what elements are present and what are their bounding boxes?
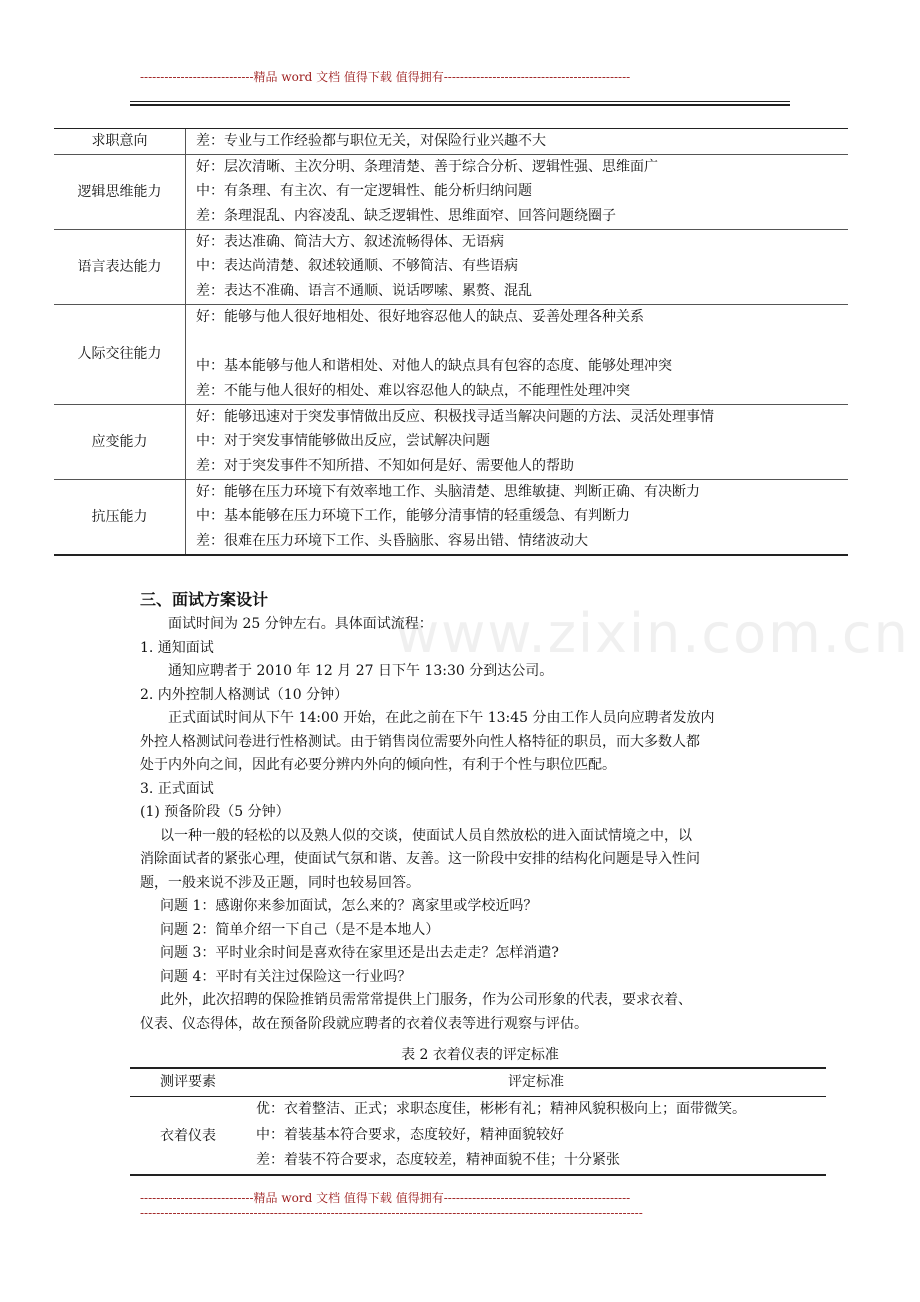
step-title: 1. 通知面试	[140, 639, 214, 656]
table-body-row	[130, 1097, 826, 1176]
criteria-row: 差：对于突发事件不知所措、不知如何是好、需要他人的帮助	[196, 457, 574, 474]
paragraph-line: 仪表、仪态得体，故在预备阶段就应聘者的衣着仪表等进行观察与评估。	[140, 1015, 588, 1032]
table-section-interpersonal	[54, 305, 848, 405]
column-header: 测评要素	[160, 1074, 216, 1090]
table-section-job-intent	[54, 129, 848, 155]
criteria-row: 差：表达不准确、语言不通顺、说话啰嗦、累赘、混乱	[196, 283, 532, 300]
paragraph-line: 此外，此次招聘的保险推销员需常常提供上门服务，作为公司形象的代表，要求衣着、	[160, 992, 692, 1008]
paragraph-line: 消除面试者的紧张心理，使面试气氛和谐、友善。这一阶段中安排的结构化问题是导入性问	[140, 851, 700, 867]
criteria-row: 差：条理混乱、内容凌乱、缺乏逻辑性、思维面窄、回答问题绕圈子	[196, 208, 616, 225]
table-caption: 表 2 衣着仪表的评定标准	[401, 1047, 559, 1063]
question: 问题 1：感谢你来参加面试，怎么来的？离家里或学校近吗？	[160, 898, 538, 914]
footer-banner: ----------------------------精品 word 文档 值得下载 值得拥有----------------------------------------------	[140, 1191, 631, 1205]
question: 问题 3：平时业余时间是喜欢待在家里还是出去走走？怎样消遣?	[160, 945, 559, 961]
category-label: 求职意向	[54, 129, 186, 154]
criteria-row: 中：对于突发事情能够做出反应，尝试解决问题	[196, 433, 490, 450]
criteria-row: 差：很难在压力环境下工作、头昏脑胀、容易出错、情绪波动大	[196, 533, 588, 549]
criteria-row: 中：有条理、有主次、有一定逻辑性、能分析归纳问题	[196, 183, 532, 200]
category-label: 逻辑思维能力	[54, 155, 186, 229]
step-title: 2. 内外控制人格测试（10 分钟）	[140, 686, 349, 703]
table-section-logic	[54, 155, 848, 230]
question: 问题 2：简单介绍一下自己（是不是本地人）	[160, 921, 440, 938]
criteria-row: 中：基本能够在压力环境下工作，能够分清事情的轻重缓急、有判断力	[196, 508, 630, 525]
category-label: 抗压能力	[54, 480, 186, 554]
criteria-row: 中：基本能够与他人和谐相处、对他人的缺点具有包容的态度、能够处理冲突	[196, 358, 672, 375]
criteria-row: 好：能够迅速对于突发事情做出反应、积极找寻适当解决问题的方法、灵活处理事情	[196, 408, 714, 425]
category-label: 应变能力	[54, 405, 186, 479]
criteria-row: 优：衣着整洁、正式；求职态度佳，彬彬有礼；精神风貌积极向上；面带微笑。	[256, 1101, 746, 1117]
criteria-row: 中：表达尚清楚、叙述较通顺、不够简洁、有些语病	[196, 258, 518, 275]
step-title: 3. 正式面试	[140, 780, 214, 797]
criteria-row: 差：专业与工作经验都与职位无关，对保险行业兴趣不大	[196, 133, 546, 149]
paragraph: 通知应聘者于 2010 年 12 月 27 日下午 13:30 分到达公司。	[168, 663, 554, 679]
table-bottom-rule	[54, 554, 848, 556]
column-header: 评定标准	[508, 1074, 564, 1090]
header-rule-thick	[130, 104, 790, 106]
appearance-table	[130, 1067, 826, 1176]
criteria-row: 好：能够在压力环境下有效率地工作、头脑清楚、思维敏捷、判断正确、有决断力	[196, 483, 700, 500]
paragraph-line: 外控人格测试问卷进行性格测试。由于销售岗位需要外向性人格特征的职员，而大多数人都	[140, 733, 700, 750]
table-header-row	[130, 1067, 826, 1097]
section-interview-plan	[140, 586, 830, 1036]
criteria-row: 差：着装不符合要求，态度较差，精神面貌不佳；十分紧张	[256, 1152, 620, 1168]
table-section-adaptability	[54, 405, 848, 480]
criteria-row: 好：能够与他人很好地相处、很好地容忍他人的缺点、妥善处理各种关系	[196, 308, 644, 325]
table-section-language	[54, 230, 848, 305]
header-rule	[130, 101, 790, 102]
sub-step-title: (1) 预备阶段（5 分钟）	[140, 804, 290, 820]
header-banner: ----------------------------精品 word 文档 值得下载 值得拥有----------------------------------------------	[140, 70, 631, 84]
criteria-row: 好：表达准确、简洁大方、叙述流畅得体、无语病	[196, 233, 504, 250]
category-label: 人际交往能力	[54, 305, 186, 404]
section-heading: 三、面试方案设计	[140, 590, 269, 609]
table-section-pressure	[54, 480, 848, 554]
category-label: 衣着仪表	[160, 1128, 216, 1145]
paragraph-line: 题，一般来说不涉及正题，同时也较易回答。	[140, 874, 420, 891]
watermark: www.zixin.com.cn	[395, 602, 910, 665]
criteria-row: 中：着装基本符合要求，态度较好，精神面貌较好	[256, 1126, 564, 1143]
footer-dashes: ----------------------------------------------------------------------------------------------------------------------------	[140, 1206, 643, 1220]
paragraph-line: 以一种一般的轻松的以及熟人似的交谈，使面试人员自然放松的进入面试情境之中，以	[160, 827, 692, 844]
paragraph: 面试时间为 25 分钟左右。具体面试流程：	[168, 616, 433, 632]
criteria-row: 差：不能与他人很好的相处、难以容忍他人的缺点，不能理性处理冲突	[196, 382, 630, 399]
criteria-row: 好：层次清晰、主次分明、条理清楚、善于综合分析、逻辑性强、思维面广	[196, 158, 658, 175]
evaluation-table	[54, 128, 848, 556]
paragraph-line: 处于内外向之间，因此有必要分辨内外向的倾向性，有利于个性与职位匹配。	[140, 757, 616, 773]
blank-line	[196, 330, 848, 355]
question: 问题 4：平时有关注过保险这一行业吗？	[160, 968, 412, 985]
category-label: 语言表达能力	[54, 230, 186, 304]
paragraph-line: 正式面试时间从下午 14:00 开始，在此之前在下午 13:45 分由工作人员向应聘者发放内	[168, 710, 715, 726]
